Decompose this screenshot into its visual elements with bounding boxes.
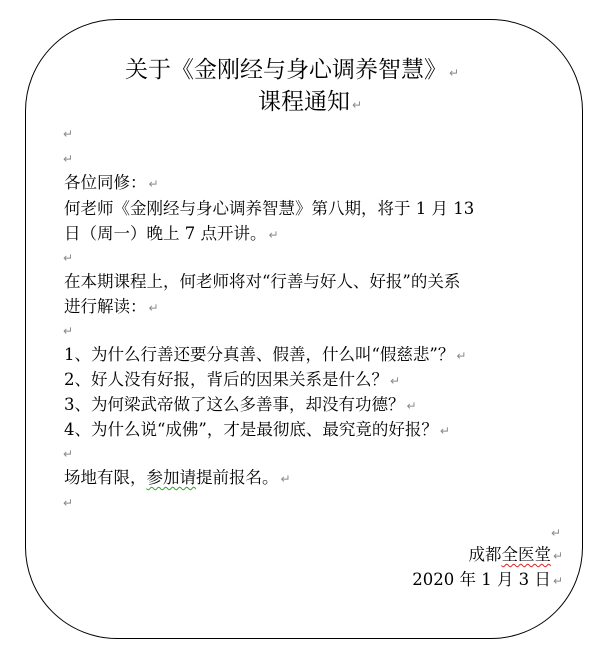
notice-text-marked: 参加请	[146, 468, 196, 487]
paragraph-mark-icon: ↵	[552, 549, 563, 563]
question-item-1	[64, 345, 466, 366]
paragraph-mark-icon: ↵	[439, 424, 450, 438]
question-text: 3、为何梁武帝做了这么多善事，却没有功德？	[64, 395, 405, 414]
announcement-text-2: 日（周一）晚上 7 点开讲。	[64, 224, 267, 243]
signature-text-marked: 全医堂	[501, 545, 551, 564]
title-line-1	[125, 56, 459, 87]
announcement-text-1: 何老师《金刚经与身心调养智慧》第八期，将于 1 月 13	[64, 199, 475, 218]
question-item-2	[64, 370, 400, 391]
paragraph-mark-icon: ↵	[352, 98, 363, 112]
paragraph-mark-icon: ↵	[63, 152, 74, 166]
paragraph-mark-icon: ↵	[63, 496, 74, 510]
title-line-2	[258, 88, 362, 119]
salutation-text: 各位同修：	[64, 173, 147, 192]
signature-organization	[468, 545, 563, 566]
signature-date-text: 2020 年 1 月 3 日	[412, 570, 551, 589]
scope-line-1	[64, 272, 460, 292]
paragraph-mark-icon: ↵	[148, 177, 159, 191]
paragraph-mark-icon: ↵	[280, 472, 291, 486]
question-text: 1、为什么行善还要分真善、假善，什么叫“假慈悲”？	[64, 345, 455, 364]
scope-line-2	[64, 297, 159, 318]
paragraph-mark-icon: ↵	[148, 301, 159, 315]
paragraph-mark-icon: ↵	[449, 66, 460, 80]
notice-text-prefix: 场地有限，	[64, 468, 147, 487]
paragraph-mark-icon: ↵	[406, 399, 417, 413]
paragraph-mark-icon: ↵	[63, 251, 74, 265]
paragraph-mark-icon: ↵	[63, 447, 74, 461]
signature-text-prefix: 成都	[468, 545, 502, 564]
signature-date	[412, 570, 563, 591]
scope-text-1: 在本期课程上，何老师将对“行善与好人、好报”的关系	[64, 272, 461, 291]
question-text: 2、好人没有好报，背后的因果关系是什么？	[64, 370, 388, 389]
registration-notice	[64, 468, 291, 489]
question-text: 4、为什么说“成佛”，才是最彻底、最究竟的好报？	[64, 420, 438, 439]
question-item-3	[64, 395, 417, 416]
notice-text-suffix: 提前报名。	[196, 468, 279, 487]
paragraph-mark-icon: ↵	[63, 324, 74, 338]
paragraph-mark-icon: ↵	[456, 349, 467, 363]
paragraph-mark-icon: ↵	[390, 374, 401, 388]
title-line-2-text: 课程通知	[258, 89, 350, 115]
paragraph-mark-icon: ↵	[268, 228, 279, 242]
paragraph-mark-icon: ↵	[551, 526, 562, 540]
scope-text-2: 进行解读：	[64, 297, 147, 316]
salutation-line	[64, 173, 159, 194]
announcement-line-2	[64, 224, 279, 245]
question-item-4	[64, 420, 450, 441]
title-line-1-text: 关于《金刚经与身心调养智慧》	[125, 57, 447, 83]
paragraph-mark-icon: ↵	[63, 127, 74, 141]
announcement-line-1	[64, 199, 474, 219]
paragraph-mark-icon: ↵	[552, 574, 563, 588]
